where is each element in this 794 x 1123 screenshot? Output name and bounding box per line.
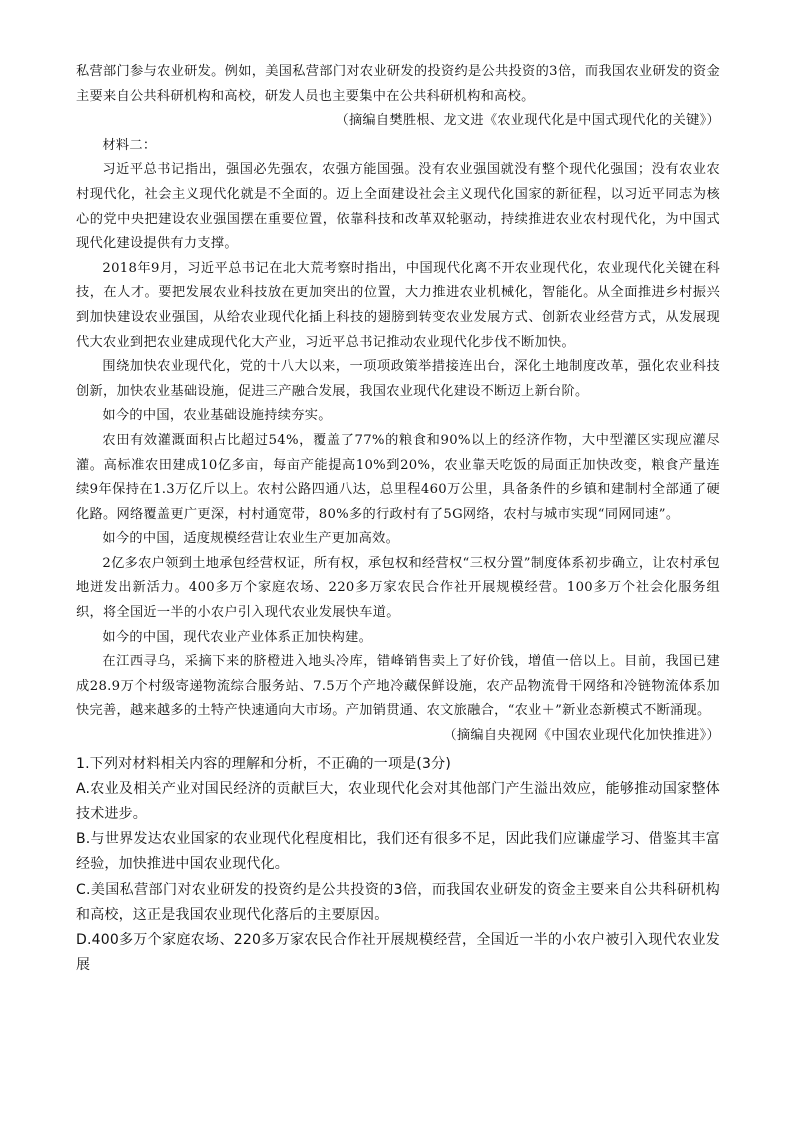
material2-heading: 材料二：: [102, 137, 157, 153]
material2-paragraph-4: 如今的中国，农业基础设施持续夯实。: [102, 408, 332, 424]
material2-paragraph-6: 如今的中国，适度规模经营让农业生产更加高效。: [102, 531, 400, 547]
question-1-option-b: B.与世界发达农业国家的农业现代化程度相比，我们还有很多不足，因此我们应谦虚学习、借鉴其丰富经验，加快推进中国农业现代化。: [76, 831, 720, 873]
question-1-stem: 1.下列对材料相关内容的理解和分析，不正确的一项是(3分): [76, 755, 451, 772]
material2-paragraph-7: 2亿多农户领到土地承包经营权证，所有权，承包权和经营权“三权分置”制度体系初步确立，让农村承包地迸发出新活力。400多万个家庭农场、220多万家农民合作社开展规模经营。100多万个社会化服务组织，将全国近一半的小农户引入现代农业发展快车道。: [76, 555, 720, 621]
question-1-option-a: A.农业及相关产业对国民经济的贡献巨大，农业现代化会对其他部门产生溢出效应，能够推动国家整体技术进步。: [76, 780, 720, 823]
page-content: [76, 60, 720, 978]
material2-paragraph-5: 农田有效灌溉面积占比超过54%，覆盖了77%的粮食和90%以上的经济作物，大中型灌区实现应灌尽灌。高标准农田建成10亿多亩，每亩产能提高10%到20%，农业靠天吃饭的局面正加快改变，粮食产量连续9年保持在1.3万亿斤以上。农村公路四通八达，总里程460万公里，具备条件的乡镇和建制村全部通了硬化路。网络覆盖更广更深，村村通宽带，80%多的行政村有了5G网络，农村与城市实现“同网同速”。: [76, 432, 720, 522]
material2-paragraph-9: 在江西寻乌，采摘下来的脐橙进入地头冷库，错峰销售卖上了好价钱，增值一倍以上。目前，我国已建成28.9万个村级寄递物流综合服务站、7.5万个产地冷藏保鲜设施，农产品物流骨干网络和冷链物流体系加快完善，越来越多的土特产快速通向大市场。产加销贯通、农文旅融合，“农业＋”新业态新模式不断涌现。: [76, 654, 720, 719]
material2-source: （摘编自央视网《中国农业现代化加快推进》）: [443, 728, 720, 744]
material1-source: （摘编自樊胜根、龙文进《农业现代化是中国式现代化的关键》）: [335, 113, 720, 129]
question-1: [76, 752, 720, 979]
material2-paragraph-8: 如今的中国，现代农业产业体系正加快构建。: [102, 629, 373, 645]
question-1-option-d: D.400多万个家庭农场、220多万家农民合作社开展规模经营，全国近一半的小农户被引入现代农业发展: [76, 932, 720, 974]
material2-paragraph-3: 围绕加快农业现代化，党的十八大以来，一项项政策举措接连出台，深化土地制度改革，强化农业科技创新，加快农业基础设施，促进三产融合发展，我国农业现代化建设不断迈上新台阶。: [76, 359, 720, 399]
question-1-option-c: C.美国私营部门对农业研发的投资约是公共投资的3倍，而我国农业研发的资金主要来自公共科研机构和高校，这正是我国农业现代化落后的主要原因。: [76, 881, 720, 923]
material2-paragraph-1: 习近平总书记指出，强国必先强农，农强方能国强。没有农业强国就没有整个现代化强国；没有农业农村现代化，社会主义现代化就是不全面的。迈上全面建设社会主义现代化国家的新征程，以习近平同志为核心的党中央把建设农业强国摆在重要位置，依靠科技和改革双轮驱动，持续推进农业农村现代化，为中国式现代化建设提供有力支撑。: [76, 162, 720, 252]
material1-tail-paragraph: 私营部门参与农业研发。例如，美国私营部门对农业研发的投资约是公共投资的3倍，而我国农业研发的资金主要来自公共科研机构和高校，研发人员也主要集中在公共科研机构和高校。: [76, 64, 720, 104]
material2-paragraph-2: 2018年9月，习近平总书记在北大荒考察时指出，中国现代化离不开农业现代化，农业现代化关键在科技，在人才。要把发展农业科技放在更加突出的位置，大力推进农业机械化，智能化。从全面推进乡村振兴到加快建设农业强国，从给农业现代化插上科技的翅膀到转变农业发展方式、创新农业经营方式，从发展现代大农业到把农业建成现代化大产业，习近平总书记推动农业现代化步伐不断加快。: [76, 260, 720, 350]
